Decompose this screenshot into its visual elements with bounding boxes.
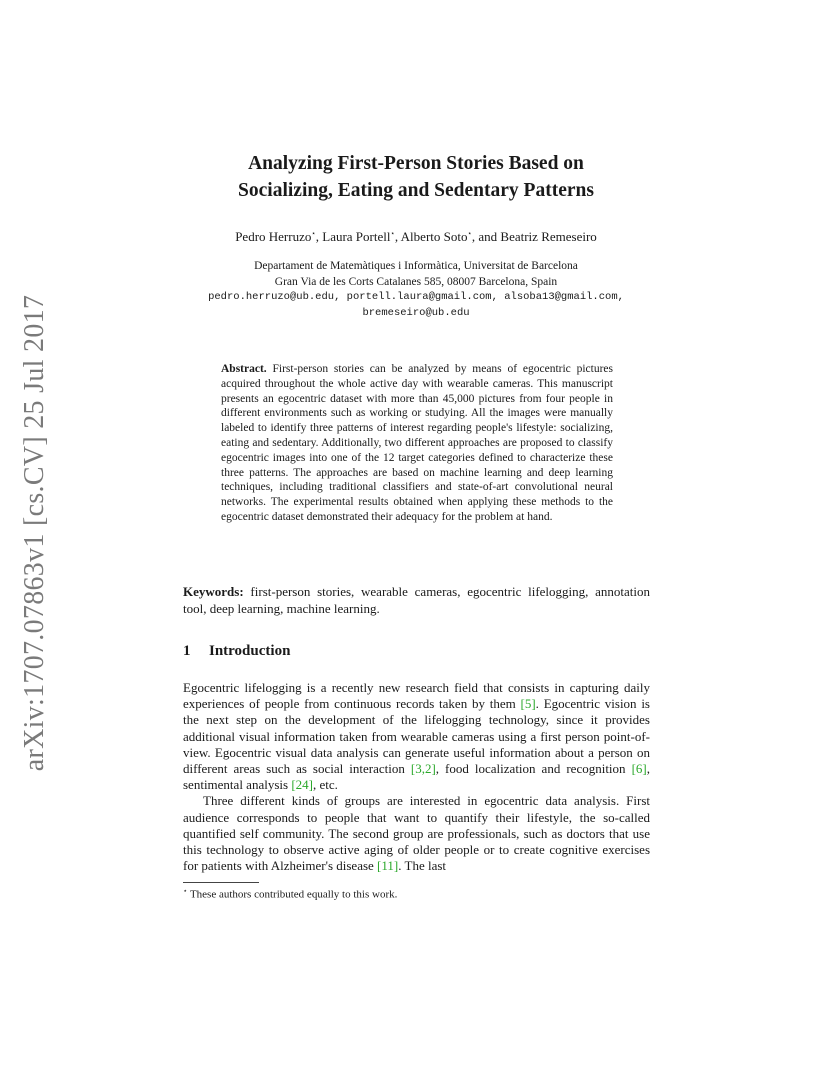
citation-link[interactable]: [11] xyxy=(377,858,399,874)
author-name: Alberto Soto xyxy=(400,229,468,244)
section-number: 1 xyxy=(183,643,191,659)
footnote-rule xyxy=(183,882,259,883)
affiliation-block xyxy=(150,259,682,321)
affiliation-line: Departament de Matemàtiques i Informàtica, Universitat de Barcelona xyxy=(254,260,578,272)
abstract-label: Abstract. xyxy=(221,363,267,375)
text-run: , etc. xyxy=(312,777,338,793)
citation-link[interactable]: [24] xyxy=(291,777,313,793)
paragraph xyxy=(183,793,650,874)
text-run: . Egocentric vision is the next step on the development of the lifelogging technology, since it provides additional visual information taken from wearable cameras using a first person point-of-view. Egocentric visual data analysis can generate useful information about a person on different areas such as social interaction xyxy=(183,696,650,777)
text-run: Three different kinds of groups are interested in egocentric data analysis. First audience corresponds to people that want to quantify their lifestyle, the so-called quantified self community. The second group are professionals, such as doctors that use this technology to observe active aging of older people or to create cognitive exercises for patients with Alzheimer's disease xyxy=(183,793,650,874)
author-name: Beatriz Remeseiro xyxy=(500,229,597,244)
section-title: Introduction xyxy=(209,643,291,659)
keywords-text: first-person stories, wearable cameras, egocentric lifelogging, annotation tool, deep learning, machine learning. xyxy=(183,584,651,616)
paper-title xyxy=(150,150,682,204)
title-line-1: Analyzing First-Person Stories Based on xyxy=(248,153,584,174)
author-conjunction: , and xyxy=(471,229,501,244)
abstract-text: First-person stories can be analyzed by means of egocentric pictures acquired throughout the whole active day with wearable cameras. This manuscript presents an egocentric dataset with more than 45,000 pictures from four people in different environments such as working or studying. All the images were manually labeled to identify three patterns of interest regarding people's lifestyle: socializing, eating and sedentary. Additionally, two different approaches are proposed to classify egocentric images into one of the 12 target categories defined to characterize these three patterns. The approaches are based on machine learning and deep learning techniques, including traditional classifiers and state-of-art convolutional neural networks. The experimental results obtained when applying these methods to the egocentric dataset demonstrated their adequacy for the problem at hand. xyxy=(221,363,614,523)
citation-link[interactable]: [6] xyxy=(631,761,647,777)
footnote-text: These authors contributed equally to this work. xyxy=(187,888,398,901)
keywords-label: Keywords: xyxy=(183,584,244,599)
equal-contribution-mark: ⋆ xyxy=(390,229,395,238)
section-heading xyxy=(183,643,650,660)
paragraph xyxy=(183,680,650,793)
text-run: Egocentric lifelogging is a recently new research field that consists in capturing daily experiences of people from continuous records taken by them xyxy=(183,680,650,712)
address-line: Gran Via de les Corts Catalanes 585, 08007 Barcelona, Spain xyxy=(274,275,558,288)
footnote xyxy=(183,887,650,901)
author-name: Laura Portell xyxy=(322,229,391,244)
abstract xyxy=(221,362,613,525)
title-line-2: Socializing, Eating and Sedentary Patterns xyxy=(238,180,594,201)
footnote-mark: ⋆ xyxy=(183,887,188,895)
citation-link[interactable]: [3,2] xyxy=(410,761,436,777)
author-name: Pedro Herruzo xyxy=(235,229,312,244)
introduction-body xyxy=(183,680,650,874)
email-line: bremeseiro@ub.edu xyxy=(362,306,470,319)
text-run: . The last xyxy=(398,858,447,874)
citation-link[interactable]: [5] xyxy=(520,696,536,712)
text-run: , food localization and recognition xyxy=(435,761,632,777)
email-line: pedro.herruzo@ub.edu, portell.laura@gmail.com, alsoba13@gmail.com, xyxy=(208,291,624,303)
arxiv-identifier-stamp: arXiv:1707.07863v1 [cs.CV] 25 Jul 2017 xyxy=(19,294,50,772)
equal-contribution-mark: ⋆ xyxy=(467,229,472,238)
keywords xyxy=(183,584,650,617)
author-list: Pedro Herruzo⋆, Laura Portell⋆, Alberto Soto⋆, and Beatriz Remeseiro xyxy=(235,229,597,244)
equal-contribution-mark: ⋆ xyxy=(311,229,316,238)
text-run: , sentimental analysis xyxy=(183,761,650,793)
